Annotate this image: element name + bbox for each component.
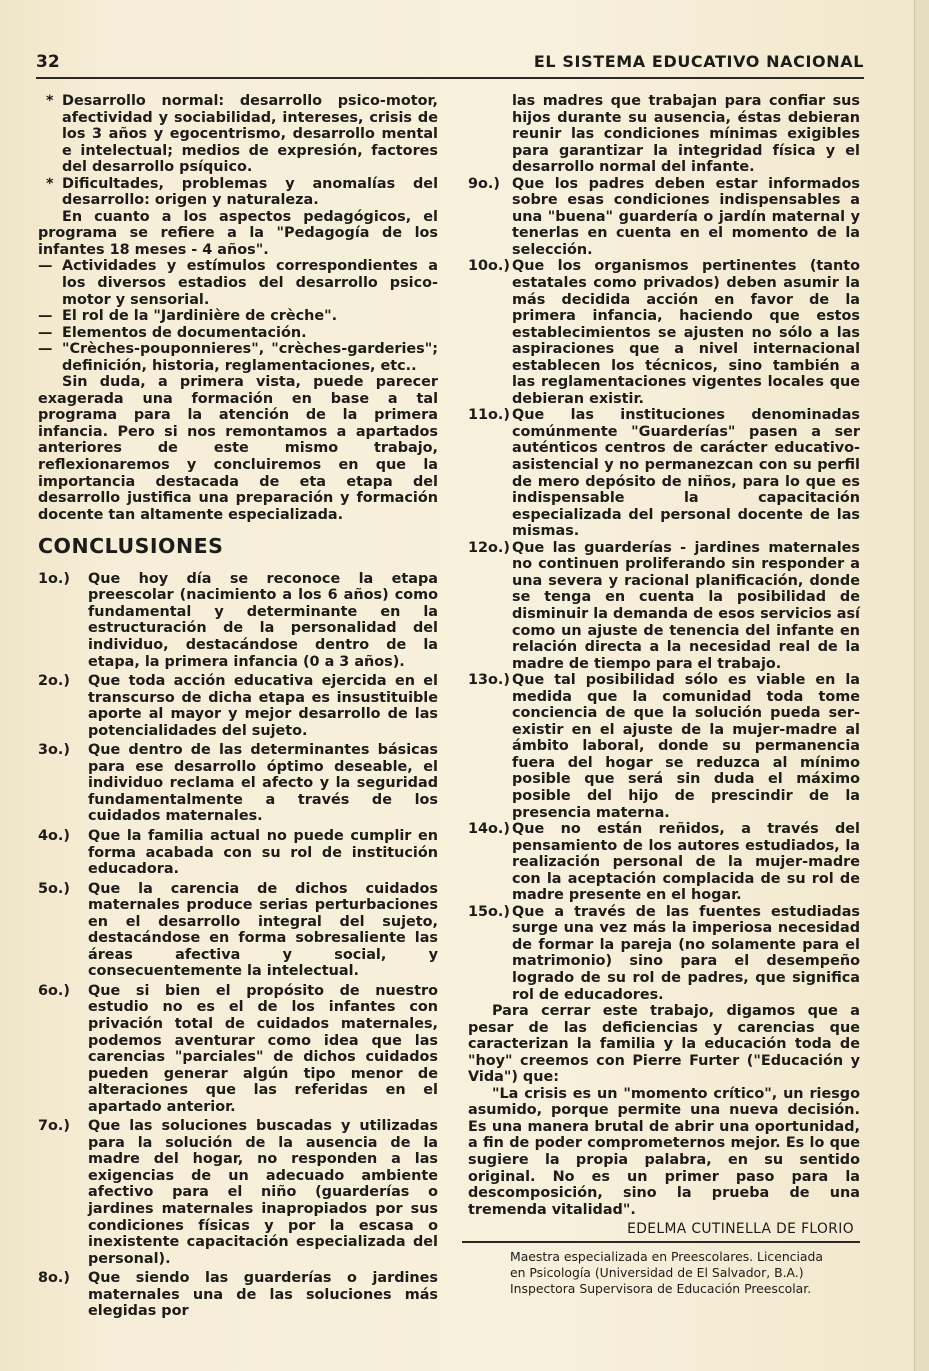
conclusion-number: 8o.) <box>38 1270 70 1287</box>
page-edge <box>914 0 929 1371</box>
conclusion-item <box>38 1118 438 1267</box>
conclusion-number: 12o.) <box>468 539 510 556</box>
dash-text: El rol de la "Jardinière de crèche". <box>62 308 338 325</box>
conclusion-number: 7o.) <box>38 1118 70 1135</box>
conclusion-item <box>468 176 860 259</box>
author-note-line: Inspectora Supervisora de Educación Preescolar. <box>510 1280 812 1296</box>
conclusion-item <box>468 821 860 904</box>
conclusion-text: Que los organismos pertinentes (tanto estatales como privados) deben asumir la más decidida acción en favor de la primera infancia, haciendo que estos establecimientos se ajusten no sólo a las aspiraciones que a nivel internacional establecen los técnicos, sino también a las reglamentaciones vigentes locales que debieran existir. <box>512 258 860 407</box>
dash-text: Actividades y estímulos correspondientes a los diversos estadios del desarrollo psico-motor y sensorial. <box>62 258 438 308</box>
conclusion-text: Que las guarderías - jardines maternales no continuen proliferando sin responder a una severa y racional planificación, donde se tenga en cuenta la posibilidad de disminuir la demanda de esos servicios así como un ajuste de tenencia del infante en relación directa a la necesidad real de la madre de tiempo para el trabajo. <box>512 539 860 672</box>
author-note-line: en Psicología (Universidad de El Salvador, B.A.) <box>510 1264 804 1280</box>
conclusion-text: Que la familia actual no puede cumplir en forma acabada con su rol de institución educadora. <box>88 827 438 878</box>
conclusion-number: 5o.) <box>38 880 70 897</box>
dash-item <box>38 341 438 374</box>
conclusion-number: 15o.) <box>468 903 510 920</box>
conclusion-item <box>468 672 860 821</box>
conclusion-number: 14o.) <box>468 821 510 838</box>
bullet-mark: * <box>46 93 54 109</box>
page-header <box>36 52 864 76</box>
conclusion-item <box>38 881 438 980</box>
conclusion-item <box>38 1270 438 1320</box>
bullet-item <box>38 93 438 176</box>
conclusion-number: 9o.) <box>468 175 500 192</box>
author-signature: EDELMA CUTINELLA DE FLORIO <box>627 1221 854 1238</box>
dash-item <box>38 258 438 308</box>
dash-mark: — <box>38 341 53 358</box>
paragraph: Sin duda, a primera vista, puede parecer exagerada una formación en base a tal programa para la atención de la primera infancia. Pero si nos remontamos a apartados anteriores de este mismo trabajo, reflexionaremos y concluiremos en que la importancia destacada de eta etapa del desarrollo justifica una preparación y formación docente tan altamente especializada. <box>38 374 438 523</box>
conclusion-item <box>38 983 438 1115</box>
conclusion-text: Que a través de las fuentes estudiadas surge una vez más la imperiosa necesidad de formar la pareja (no solamente para el matrimonio) sino para el desempeño logrado de su rol de padres, que significa rol de educadores. <box>512 903 860 1003</box>
conclusion-text: Que hoy día se reconoce la etapa preescolar (nacimiento a los 6 años) como fundamental y determinante en la estructuración de la personalidad del individuo, destacándose dentro de la etapa, la primera infancia (0 a 3 años). <box>88 570 438 670</box>
conclusion-item <box>38 742 438 825</box>
dash-mark: — <box>38 308 53 325</box>
quote: "La crisis es un "momento crítico", un riesgo asumido, porque permite una nueva decisión. Es una manera brutal de abrir una oportunidad, a fin de poder comprometernos mejor. Es lo que sugiere la propia palabra, en su sentido original. No es un primer paso para la descomposición, sino la prueba de una tremenda vitalidad". <box>468 1085 860 1218</box>
conclusion-text: Que siendo las guarderías o jardines maternales una de las soluciones más elegidas por <box>88 1270 438 1320</box>
conclusion-text: Que tal posibilidad sólo es viable en la medida que la comunidad toda tome conciencia de que la solución pueda ser-existir en el ajuste de la mujer-madre al ámbito laboral, donde su permanencia fuera del hogar se reduzca al mínimo posible que será sin duda el máximo posible del hijo de prescindir de la presencia materna. <box>512 672 860 821</box>
conclusion-item <box>468 904 860 1003</box>
bullet-text: Dificultades, problemas y anomalías del desarrollo: origen y naturaleza. <box>62 175 438 209</box>
conclusion-text: Que la carencia de dichos cuidados maternales produce serias perturbaciones en el desarrollo integral del sujeto, destacándose en forma sobresaliente las áreas afectiva y social, y consecuentemente la intelectual. <box>88 880 438 980</box>
conclusion-item <box>38 828 438 878</box>
dash-mark: — <box>38 258 53 275</box>
right-column <box>468 93 860 1297</box>
conclusion-number: 4o.) <box>38 827 70 844</box>
bullet-item <box>38 176 438 209</box>
dash-text: Elementos de documentación. <box>62 324 307 341</box>
conclusion-number: 11o.) <box>468 407 510 424</box>
running-title: EL SISTEMA EDUCATIVO NACIONAL <box>533 52 864 71</box>
conclusion-number: 13o.) <box>468 672 510 689</box>
conclusion-item <box>38 571 438 670</box>
conclusion-item <box>468 407 860 539</box>
continued-text: las madres que trabajan para confiar sus hijos durante su ausencia, éstas debieran reunir las condiciones mínimas exigibles para garantizar la integridad física y el desarrollo normal del infante. <box>512 93 860 176</box>
conclusion-number: 10o.) <box>468 258 510 275</box>
conclusion-text: Que toda acción educativa ejercida en el transcurso de dicha etapa es insustituible aporte al mayor y mejor desarrollo de las potencialidades del sujeto. <box>88 673 438 739</box>
page-number: 32 <box>36 52 60 72</box>
section-title: CONCLUSIONES <box>38 534 224 559</box>
conclusion-text: Que los padres deben estar informados sobre esas condiciones indispensables a una "buena" guardería o jardín maternal y tenerlas en cuenta en el momento de la selección. <box>512 175 860 258</box>
paragraph: En cuanto a los aspectos pedagógicos, el programa se refiere a la "Pedagogía de los infantes 18 meses - 4 años". <box>38 208 438 258</box>
dash-item <box>38 325 438 342</box>
conclusion-number: 3o.) <box>38 742 70 759</box>
paragraph: Para cerrar este trabajo, digamos que a pesar de las deficiencias y carencias que caracterizan la familia y la educación toda de "hoy" creemos con Pierre Furter ("Educación y Vida") que: <box>468 1003 860 1086</box>
conclusion-number: 6o.) <box>38 982 70 999</box>
conclusion-text: Que las soluciones buscadas y utilizadas para la solución de la ausencia de la madre del hogar, no responden a las exigencias de un adecuado ambiente afectivo para el niño (guarderías o jardines maternales inapropiados por sus condiciones físicas y por la escasa o inexistente capacitación especializada del personal). <box>88 1118 438 1267</box>
conclusion-text: Que las instituciones denominadas comúnmente "Guarderías" pasen a ser auténticos centros de carácter educativo-asistencial y no permanezcan con su perfil de mero depósito de niños, para lo que es indispensable la capacitación especializada del personal docente de las mismas. <box>512 407 860 540</box>
dash-mark: — <box>38 324 53 341</box>
left-column <box>38 93 438 1320</box>
conclusion-number: 1o.) <box>38 570 70 587</box>
dash-text: "Crèches-pouponnieres", "crèches-garderies"; definición, historia, reglamentaciones, etc.. <box>62 341 438 374</box>
signature-rule <box>462 1241 860 1243</box>
conclusion-text: Que si bien el propósito de nuestro estudio no es el de los infantes con privación total de cuidados maternales, podemos aventurar como idea que las carencias "parciales" de dichos cuidados pueden generar algún tipo menor de alteraciones que las referidas en el apartado anterior. <box>88 982 438 1115</box>
author-note <box>468 1249 860 1297</box>
header-rule <box>36 77 864 79</box>
conclusion-text: Que no están reñidos, a través del pensamiento de los autores estudiados, la realización personal de la mujer-madre con la aceptación complacida de su rol de madre presente en el hogar. <box>512 821 860 904</box>
conclusion-item <box>468 258 860 407</box>
conclusion-item <box>468 540 860 672</box>
conclusion-text: Que dentro de las determinantes básicas para ese desarrollo óptimo deseable, el individuo reclama el afecto y la seguridad fundamentalmente a través de los cuidados maternales. <box>88 742 438 825</box>
dash-item <box>38 308 438 325</box>
bullet-mark: * <box>46 175 54 192</box>
conclusion-item <box>38 673 438 739</box>
bullet-text: Desarrollo normal: desarrollo psico-motor, afectividad y sociabilidad, intereses, crisis de los 3 años y egocentrismo, desarrollo mental e intelectual; medios de expresión, factores del desarrollo psíquico. <box>62 93 438 176</box>
conclusion-number: 2o.) <box>38 673 70 690</box>
author-note-line: Maestra especializada en Preescolares. Licenciada <box>510 1248 823 1264</box>
